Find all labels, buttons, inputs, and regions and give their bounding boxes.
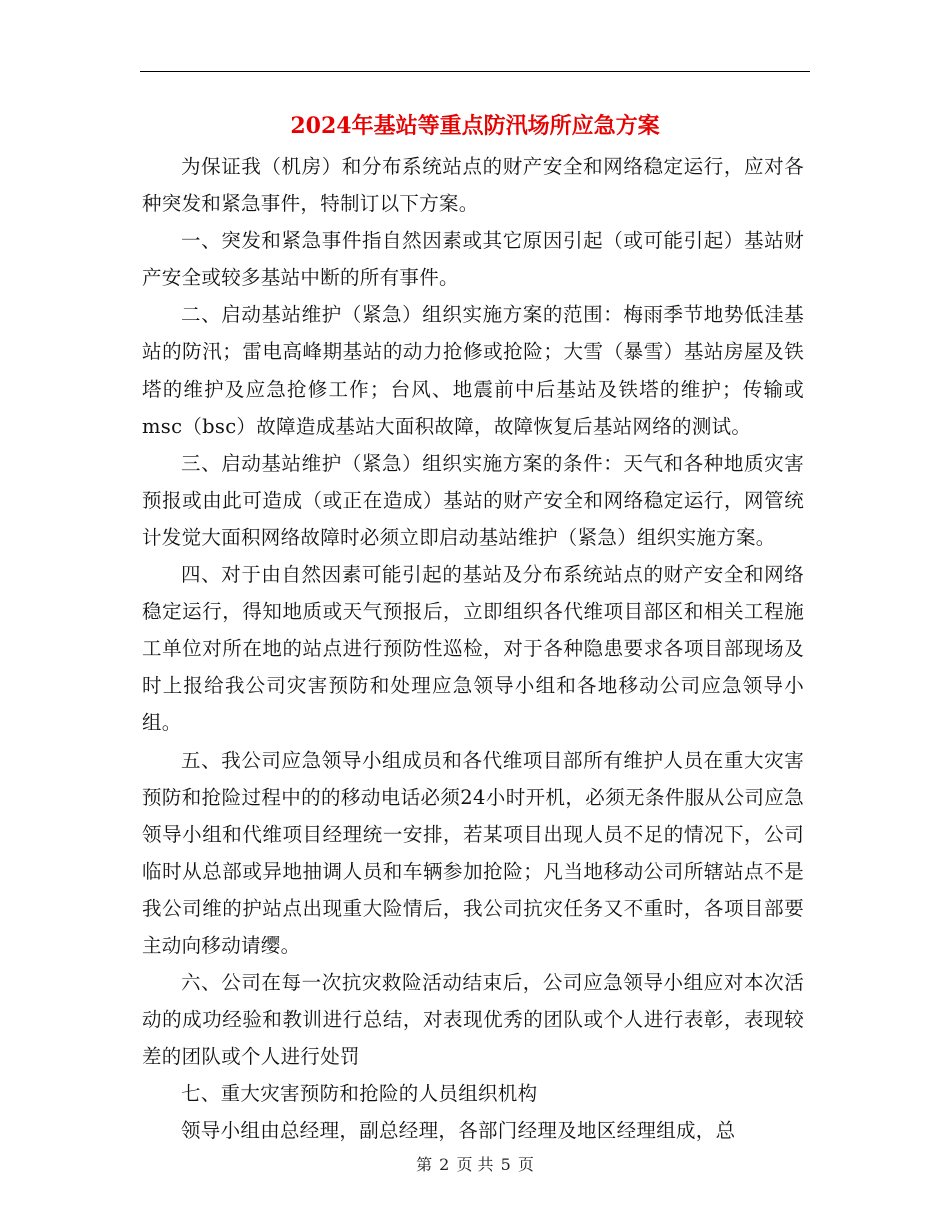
paragraph-5: 五、我公司应急领导小组成员和各代维项目部所有维护人员在重大灾害预防和抢险过程中的的移动电话必须24小时开机，必须无条件服从公司应急领导小组和代维项目经理统一安排，若某项目出现人员不足的情况下，公司临时从总部或异地抽调人员和车辆参加抢险；凡当地移动公司所辖站点不是我公司维的护站点出现重大险情后，我公司抗灾任务又不重时，各项目部要主动向移动请缨。 <box>142 748 804 957</box>
paragraph-2: 二、启动基站维护（紧急）组织实施方案的范围：梅雨季节地势低洼基站的防汛；雷电高峰期基站的动力抢修或抢险；大雪（暴雪）基站房屋及铁塔的维护及应急抢修工作；台风、地震前中后基站及铁塔的维护；传输或msc（bsc）故障造成基站大面积故障，故障恢复后基站网络的测试。 <box>142 303 804 438</box>
paragraph-4: 四、对于由自然因素可能引起的基站及分布系统站点的财产安全和网络稳定运行，得知地质或天气预报后，立即组织各代维项目部区和相关工程施工单位对所在地的站点进行预防性巡检，对于各种隐患要求各项目部现场及时上报给我公司灾害预防和处理应急领导小组和各地移动公司应急领导小组。 <box>142 563 804 735</box>
footer-current-page: 2 <box>439 1155 450 1174</box>
paragraph-8: 领导小组由总经理，副总经理，各部门经理及地区经理组成，总 <box>181 1119 736 1143</box>
header-rule <box>140 71 810 72</box>
paragraph-6: 六、公司在每一次抗灾救险活动结束后，公司应急领导小组应对本次活动的成功经验和教训进行总结，对表现优秀的团队或个人进行表彰，表现较差的团队或个人进行处罚 <box>142 971 804 1069</box>
paragraph-7: 七、重大灾害预防和抢险的人员组织机构 <box>181 1082 538 1106</box>
paragraph-intro: 为保证我（机房）和分布系统站点的财产安全和网络稳定运行，应对各种突发和紧急事件，特制订以下方案。 <box>142 155 804 216</box>
document-title: 2024年基站等重点防汛场所应急方案 <box>290 113 660 139</box>
page-footer <box>0 1153 950 1177</box>
paragraph-1: 一、突发和紧急事件指自然因素或其它原因引起（或可能引起）基站财产安全或较多基站中断的所有事件。 <box>142 229 804 290</box>
footer-prefix: 第 <box>416 1155 433 1174</box>
footer-suffix: 页 <box>517 1155 534 1174</box>
paragraph-3: 三、启动基站维护（紧急）组织实施方案的条件：天气和各种地质灾害预报或由此可造成（或正在造成）基站的财产安全和网络稳定运行，网管统计发觉大面积网络故障时必须立即启动基站维护（紧急）组织实施方案。 <box>142 451 804 549</box>
document-body <box>142 148 804 1150</box>
footer-middle: 页 共 <box>456 1155 494 1174</box>
footer-total-pages: 5 <box>500 1155 511 1174</box>
